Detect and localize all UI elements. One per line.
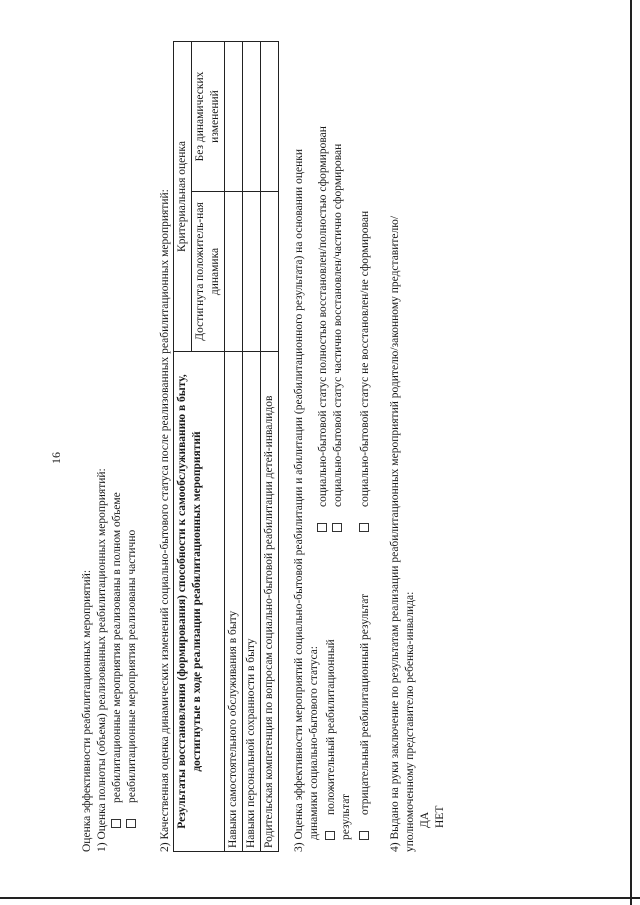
checkbox-icon[interactable] — [332, 523, 342, 532]
checkbox-icon[interactable] — [359, 523, 369, 532]
section-1-option-partial — [125, 468, 140, 852]
table-header-positive-dynamics: Достигнута положитель-ная динамика — [191, 192, 224, 352]
checkbox-icon[interactable] — [359, 831, 369, 840]
section-1 — [80, 468, 140, 852]
section-4: 4) Выдано на руки заключение по результатам реализации реабилитационных мероприятий родителю/законному представителю/ уполномоченному представителю ребенка-инвалида: ДА НЕТ — [389, 215, 446, 852]
table-cell-skill: Навыки самостоятельного обслуживания в быту — [224, 352, 242, 852]
negative-result-label: отрицательный реабилитационный результат — [358, 594, 374, 840]
table-cell-nochange[interactable] — [242, 42, 260, 192]
section-3-title: 3) Оценка эффективности мероприятий социально-бытовой реабилитации и абилитации (реабилитационного результата) на основании оценки динамики социально-бытового статуса: — [293, 149, 320, 852]
checkbox-icon[interactable] — [317, 523, 327, 532]
table-cell-skill: Навыки персональной сохранности в быту — [242, 352, 260, 852]
option-label: реабилитационные мероприятия реализованы в полном объеме — [111, 492, 123, 803]
scan-border-right — [630, 0, 632, 905]
table-cell-positive[interactable] — [260, 192, 278, 352]
table-cell-positive[interactable] — [242, 192, 260, 352]
scan-border-bottom — [0, 897, 640, 899]
table-header-no-changes: Без динамических изменений — [191, 42, 224, 192]
table-header-results: Результаты восстановления (формирования) способности к самообслуживанию в быту, достигнутые в ходе реализации реабилитационных мероприятий — [174, 352, 225, 852]
table-cell-positive[interactable] — [224, 192, 242, 352]
page-number: 16 — [49, 452, 63, 464]
positive-result-options: социально-бытовой статус полностью восстановлен/полностью сформирован социально-бытовой статус частично восстановлен/частично сформирован — [316, 126, 346, 532]
table-cell-skill: Родительская компетенция по вопросам социально-бытовой реабилитации детей-инвалидов — [260, 352, 278, 852]
table-row — [260, 42, 278, 852]
table-cell-nochange[interactable] — [260, 42, 278, 192]
option-yes[interactable]: ДА — [419, 811, 431, 828]
section-1-option-full — [110, 468, 125, 852]
option-no[interactable]: НЕТ — [434, 805, 446, 828]
negative-result-option: социально-бытовой статус не восстановлен/не сформирован — [358, 211, 374, 532]
evaluation-heading: Оценка эффективности реабилитационных мероприятий: — [81, 569, 93, 852]
section-1-title: 1) Оценка полноты (объема) реализованных реабилитационных мероприятий: — [96, 468, 108, 852]
table-cell-nochange[interactable] — [224, 42, 242, 192]
checkbox-icon[interactable] — [325, 831, 335, 840]
rotated-document-page — [20, 12, 620, 892]
table-row — [242, 42, 260, 852]
option-label: реабилитационные мероприятия реализованы частично — [126, 529, 138, 803]
table-header-criteria: Критериальная оценка — [174, 42, 192, 352]
positive-result-label: положительный реабилитационный результат — [325, 639, 352, 840]
checkbox-icon[interactable] — [111, 819, 121, 828]
rehabilitation-results-table — [173, 41, 279, 852]
checkbox-icon[interactable] — [126, 819, 136, 828]
table-row — [224, 42, 242, 852]
section-2-title: 2) Качественная оценка динамических изменений социально-бытового статуса после реализованных реабилитационных мероприятий: — [159, 189, 171, 852]
